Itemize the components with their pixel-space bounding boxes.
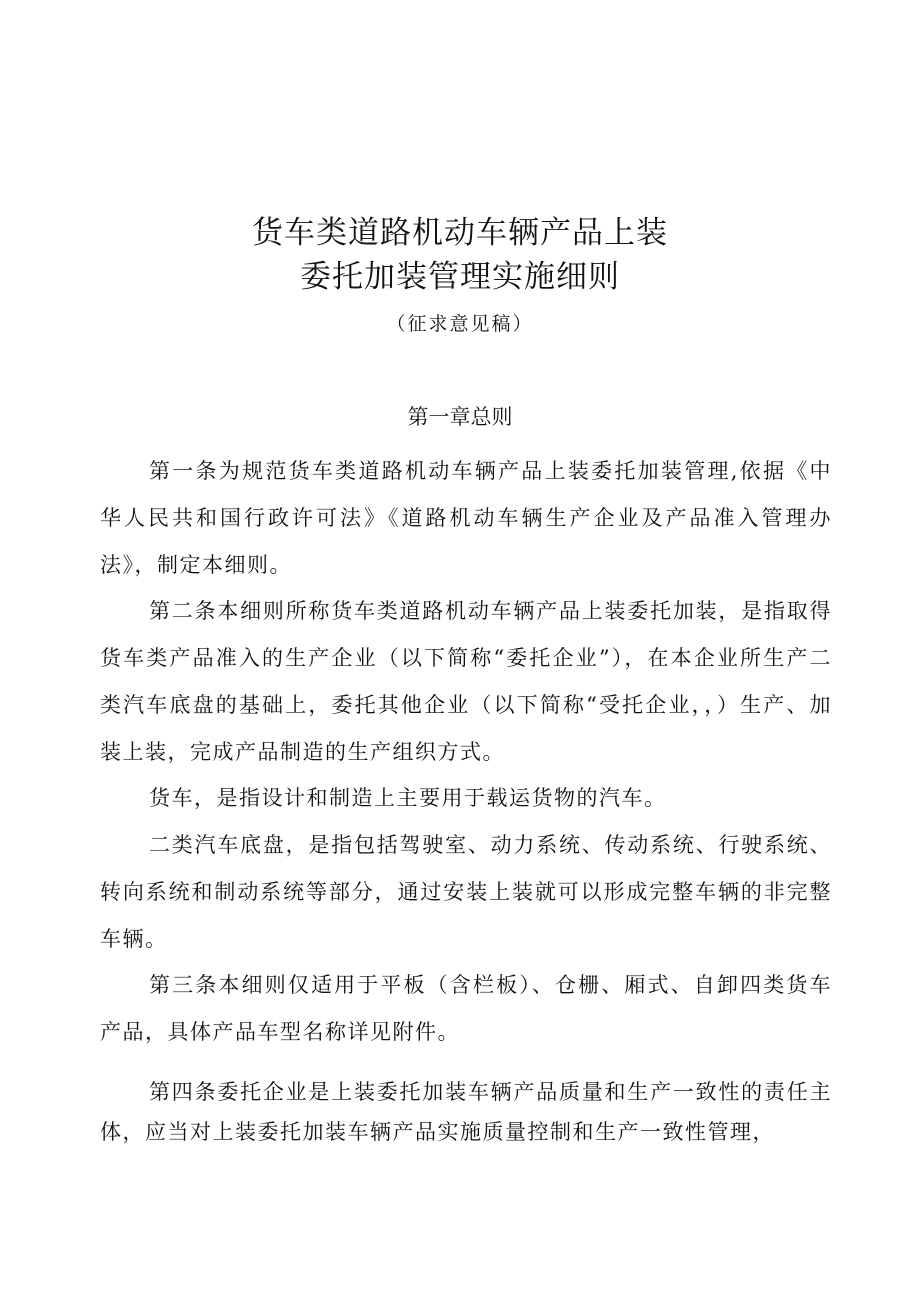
- document-title-line-1: 货车类道路机动车辆产品上装: [252, 215, 668, 251]
- article-2-paragraph: 第二条本细则所称货车类道路机动车辆产品上装委托加装，是指取得货车类产品准入的生产企业（以下简称“委托企业”），在本企业所生产二类汽车底盘的基础上，委托其他企业（以下简称“受托企业，，）生产、加装上装，完成产品制造的生产组织方式。: [100, 599, 832, 764]
- article-4-paragraph: 第四条委托企业是上装委托加装车辆产品质量和生产一致性的责任主体，应当对上装委托加装车辆产品实施质量控制和生产一致性管理，: [100, 1080, 832, 1144]
- document-title-line-2: 委托加装管理实施细则: [300, 259, 620, 295]
- truck-definition-paragraph: 货车，是指设计和制造上主要用于载运货物的汽车。: [149, 786, 667, 810]
- article-3-paragraph: 第三条本细则仅适用于平板（含栏板）、仓栅、厢式、自卸四类货车产品，具体产品车型名称详见附件。: [100, 973, 832, 1044]
- chassis-definition-paragraph: 二类汽车底盘，是指包括驾驶室、动力系统、传动系统、行驶系统、转向系统和制动系统等部分，通过安装上装就可以形成完整车辆的非完整车辆。: [100, 833, 832, 951]
- article-1-paragraph: 第一条为规范货车类道路机动车辆产品上装委托加装管理,依据《中华人民共和国行政许可法》《道路机动车辆生产企业及产品准入管理办法》，制定本细则。: [100, 459, 832, 577]
- chapter-heading: 第一章总则: [407, 405, 513, 429]
- draft-status-subtitle: （征求意见稿）: [386, 313, 534, 335]
